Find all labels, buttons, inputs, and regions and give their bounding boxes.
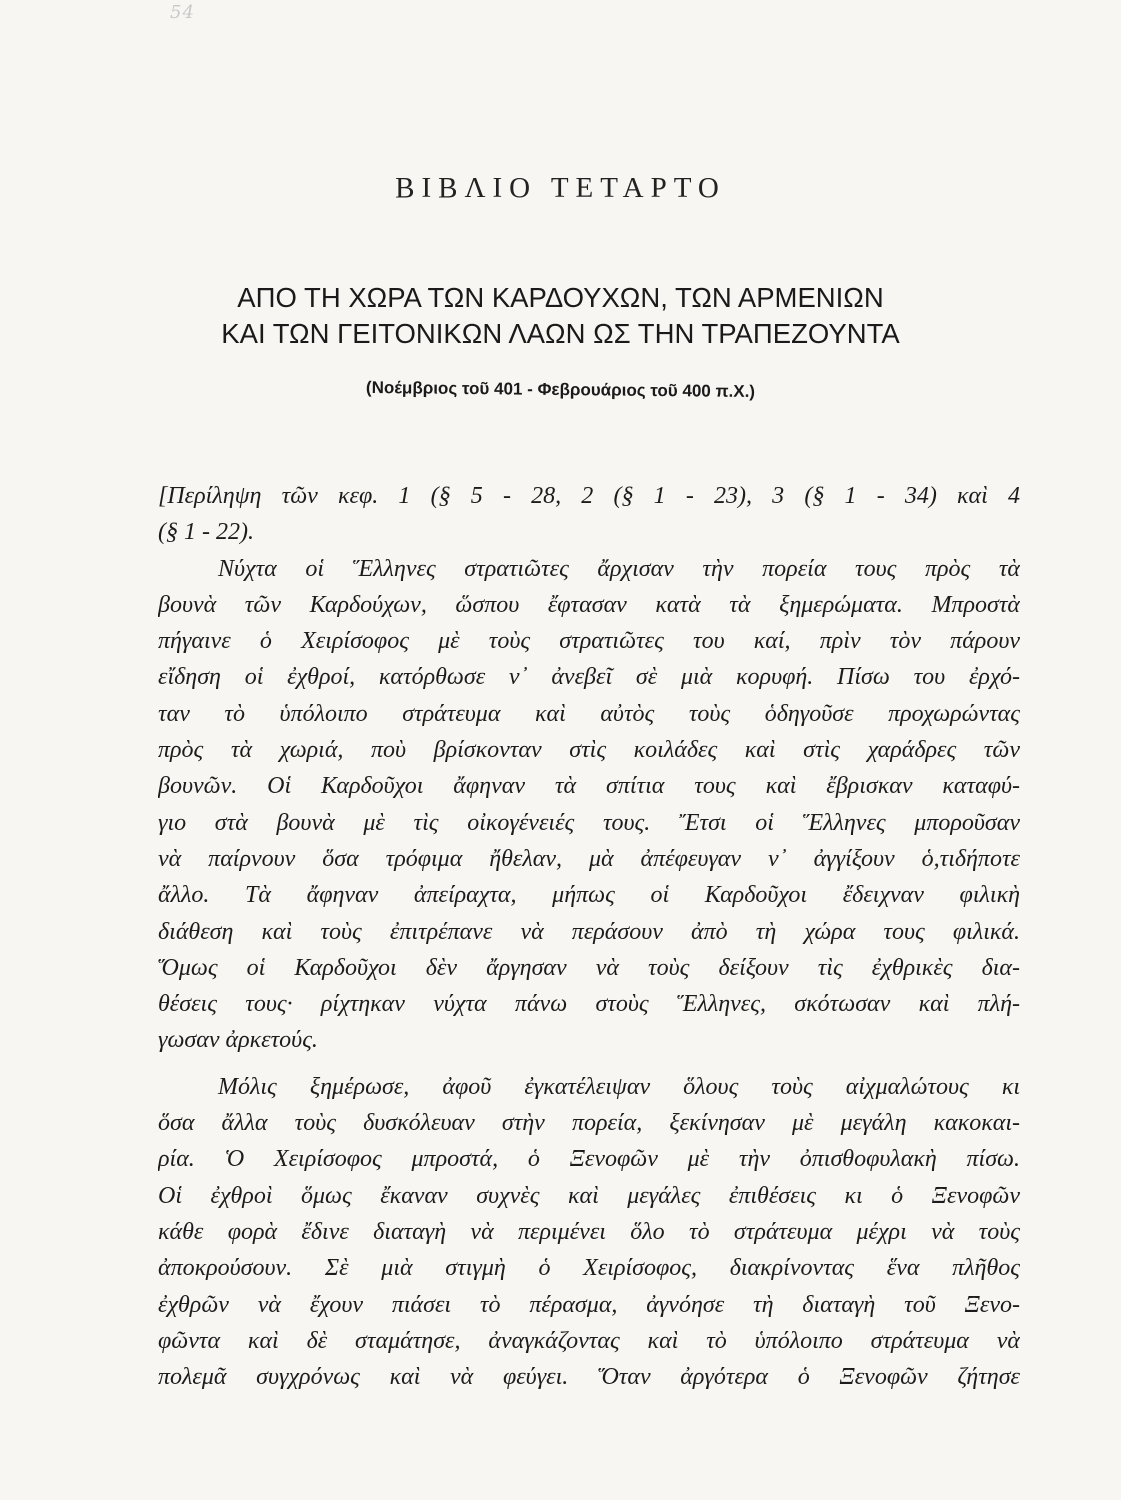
text-line: φῶντα καὶ δὲ σταμάτησε, ἀναγκάζοντας καὶ τὸ ὑπόλοιπο στράτευμα νὰ [158,1327,1020,1354]
text-line: ταν τὸ ὑπόλοιπο στράτευμα καὶ αὐτὸς τοὺς ὁδηγοῦσε προχωρώντας [158,700,1020,727]
date-range: (Νοέμβριος τοῦ 401 - Φεβρουάριος τοῦ 400 π.Χ.) [365,377,756,402]
paragraph-gap [158,1059,1020,1069]
text-line: Μόλις ξημέρωσε, ἀφοῦ ἐγκατέλειψαν ὅλους τοὺς αἰχμαλώτους κι [218,1073,1020,1100]
paragraph-1 [158,551,1020,1059]
text-line: κάθε φορὰ ἔδινε διαταγὴ νὰ περιμένει ὅλο τὸ στράτευμα μέχρι νὰ τοὺς [158,1218,1020,1245]
text-line: Ὅμως οἱ Καρδοῦχοι δὲν ἄργησαν νὰ τοὺς δείξουν τὶς ἐχθρικὲς δια- [158,954,1020,981]
text-line: γωσαν ἀρκετούς. [158,1027,318,1054]
text-line: ἄλλο. Τὰ ἄφηναν ἀπείραχτα, μήπως οἱ Καρδοῦχοι ἔδειχναν φιλικὴ [158,882,1020,909]
text-line: ρία. Ὁ Χειρίσοφος μπροστά, ὁ Ξενοφῶν μὲ τὴν ὀπισθοφυλακὴ πίσω. [158,1146,1020,1173]
summary-line: [Περίληψη τῶν κεφ. 1 (§ 5 - 28, 2 (§ 1 - 23), 3 (§ 1 - 34) καὶ 4 [158,483,1020,509]
text-line: ἐχθρῶν νὰ ἔχουν πιάσει τὸ πέρασμα, ἀγνόησε τὴ διαταγὴ τοῦ Ξενο- [158,1291,1020,1318]
summary-line: (§ 1 - 22). [158,519,254,546]
text-line: πολεμᾶ συγχρόνως καὶ νὰ φεύγει. Ὅταν ἀργότερα ὁ Ξενοφῶν ζήτησε [158,1364,1020,1391]
text-line: εἴδηση οἱ ἐχθροί, κατόρθωσε ν᾽ ἀνεβεῖ σὲ μιὰ κορυφή. Πίσω του ἐρχό- [158,664,1020,691]
book-title: ΒΙΒΛΙΟ ΤΕΤΑΡΤΟ [395,172,726,204]
text-line: πρὸς τὰ χωριά, ποὺ βρίσκονταν στὶς κοιλάδες καὶ στὶς χαράδρες τῶν [158,737,1020,764]
text-line: νὰ παίρνουν ὅσα τρόφιμα ἤθελαν, μὰ ἀπέφευγαν ν᾽ ἀγγίξουν ὁ,τιδήποτε [158,845,1020,872]
text-line: πήγαινε ὁ Χειρίσοφος μὲ τοὺς στρατιῶτες του καί, πρὶν τὸν πάρουν [158,628,1020,655]
text-line: βουνῶν. Οἱ Καρδοῦχοι ἄφηναν τὰ σπίτια τους καὶ ἔβρισκαν καταφύ- [158,773,1020,800]
page-number: 54 [170,2,195,23]
chapter-title-line: ΑΠΟ ΤΗ ΧΩΡΑ ΤΩΝ ΚΑΡΔΟΥΧΩΝ, ΤΩΝ ΑΡΜΕΝΙΩΝ [237,282,884,313]
text-line: βουνὰ τῶν Καρδούχων, ὥσπου ἔφτασαν κατὰ τὰ ξημερώματα. Μπροστὰ [158,591,1020,618]
paragraph-2 [158,1069,1020,1396]
text-line: γιο στὰ βουνὰ μὲ τὶς οἰκογένειές τους. Ἔτσι οἱ Ἕλληνες μποροῦσαν [158,809,1020,836]
text-line: διάθεση καὶ τοὺς ἐπιτρέπανε νὰ περάσουν ἀπὸ τὴ χώρα τους φιλικά. [158,918,1020,945]
summary-block [158,478,1020,551]
text-line: ὅσα ἄλλα τοὺς δυσκόλευαν στὴν πορεία, ξεκίνησαν μὲ μεγάλη κακοκαι- [158,1110,1020,1137]
body-text [158,478,1020,1395]
text-line: Οἱ ἐχθροὶ ὅμως ἔκαναν συχνὲς καὶ μεγάλες ἐπιθέσεις κι ὁ Ξενοφῶν [158,1182,1020,1209]
text-line: θέσεις τους· ρίχτηκαν νύχτα πάνω στοὺς Ἕλληνες, σκότωσαν καὶ πλή- [158,991,1020,1018]
text-line: Νύχτα οἱ Ἕλληνες στρατιῶτες ἄρχισαν τὴν πορεία τους πρὸς τὰ [218,555,1020,582]
chapter-title-line: ΚΑΙ ΤΩΝ ΓΕΙΤΟΝΙΚΩΝ ΛΑΩΝ ΩΣ ΤΗΝ ΤΡΑΠΕΖΟΥΝΤΑ [221,318,900,349]
text-line: ἀποκρούσουν. Σὲ μιὰ στιγμὴ ὁ Χειρίσοφος, διακρίνοντας ἕνα πλῆθος [158,1255,1020,1282]
chapter-title [0,280,1121,352]
